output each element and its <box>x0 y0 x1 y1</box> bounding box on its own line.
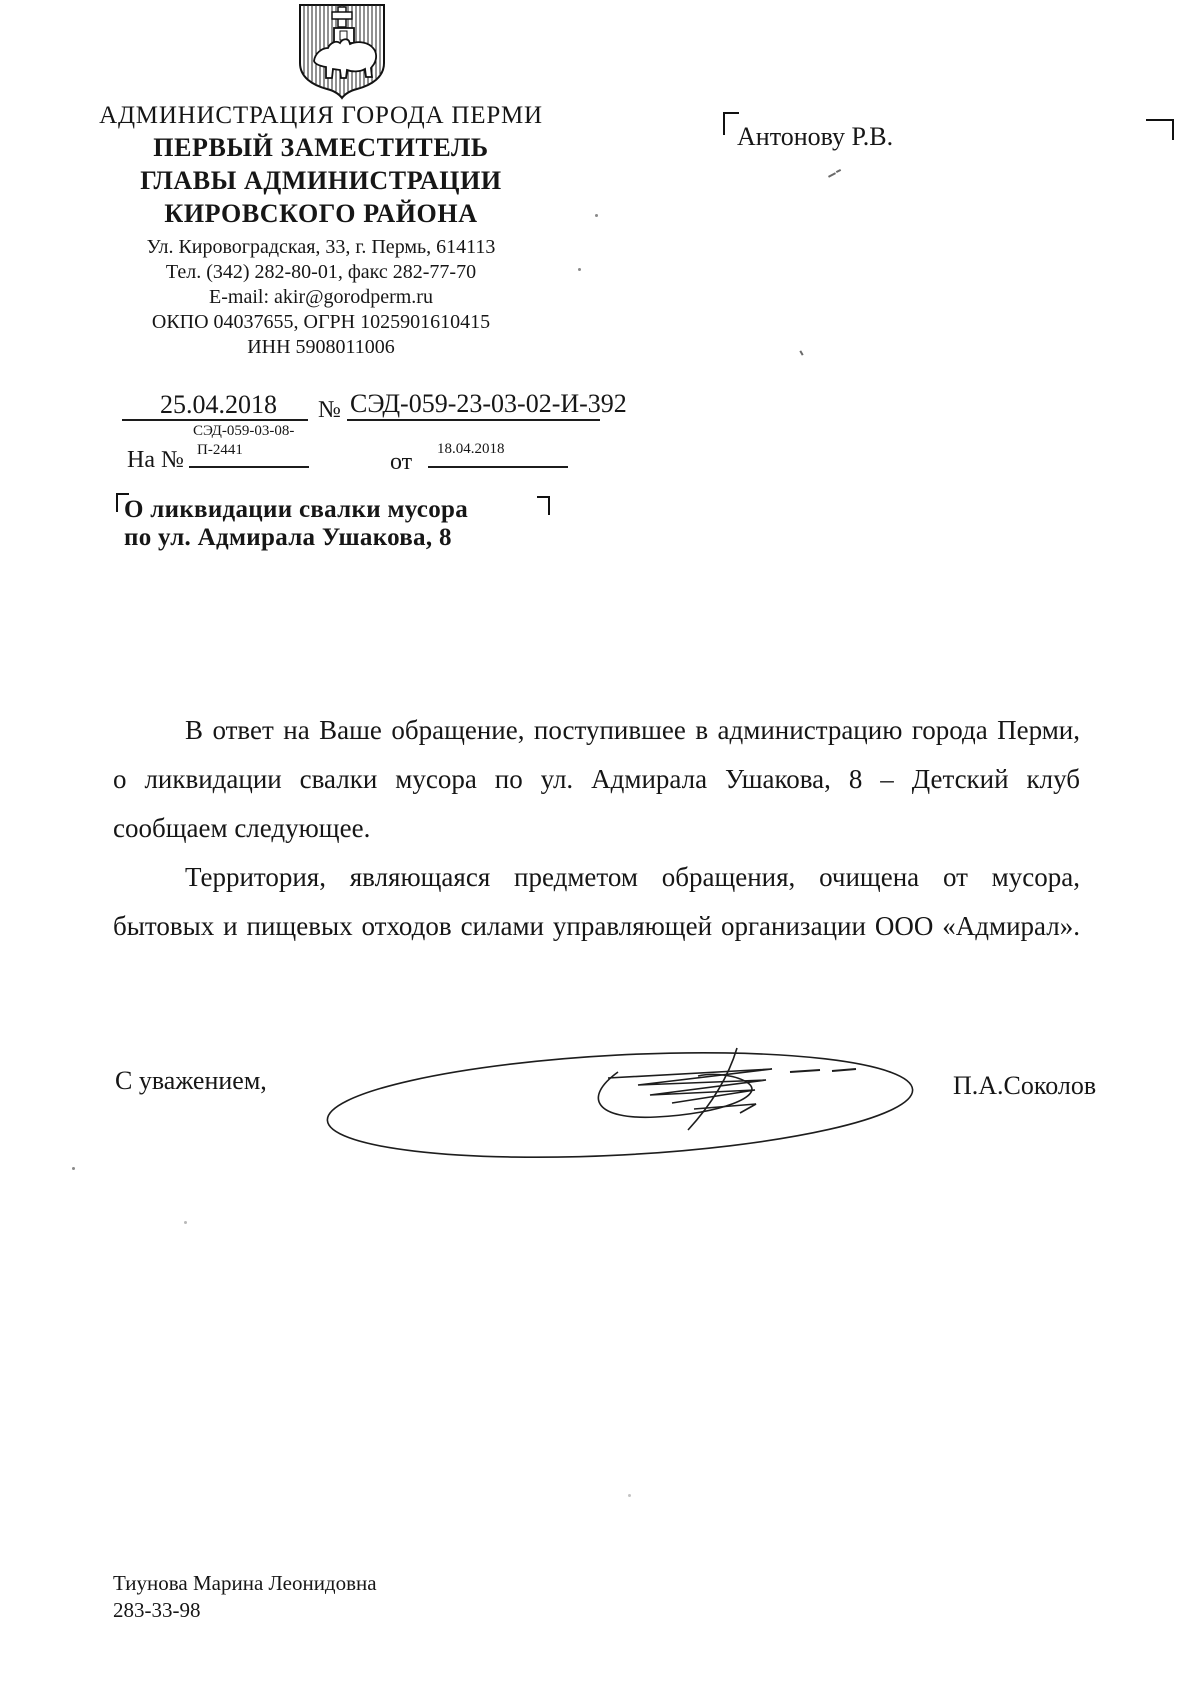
incoming-date: 18.04.2018 <box>437 441 505 457</box>
executor-block <box>113 1570 377 1624</box>
letterhead <box>75 101 567 360</box>
executor-name: Тиунова Марина Леонидовна <box>113 1571 377 1595</box>
incoming-number-underline <box>189 466 309 468</box>
scan-noise <box>578 268 581 271</box>
sender-title-line1: ПЕРВЫЙ ЗАМЕСТИТЕЛЬ <box>153 133 489 162</box>
letter-date: 25.04.2018 <box>160 390 277 419</box>
in-reply-label: На № <box>127 447 184 473</box>
body-line: бытовых и пищевых отходов силами управляющей организации ООО «Адмирал». <box>113 911 1080 941</box>
phone-fax: Тел. (342) 282-80-01, факс 282-77-70 <box>165 261 477 283</box>
body-line: В ответ на Ваше обращение, поступившее в администрацию города Перми, <box>185 715 1080 745</box>
contact-block <box>75 235 567 360</box>
executor-phone: 283-33-98 <box>113 1598 201 1622</box>
from-label: от <box>390 449 413 475</box>
outgoing-number: СЭД-059-23-03-02-И-392 <box>350 389 627 418</box>
incoming-number-part1: СЭД-059-03-08- <box>193 423 295 439</box>
email: E-mail: akir@gorodperm.ru <box>209 286 433 308</box>
closing-phrase: С уважением, <box>115 1066 267 1095</box>
signature-scribble <box>598 1048 856 1130</box>
signer-name: П.А.Соколов <box>953 1071 1097 1100</box>
scan-noise <box>184 1221 187 1224</box>
handwritten-signature <box>300 1020 950 1195</box>
organization-name: АДМИНИСТРАЦИЯ ГОРОДА ПЕРМИ <box>99 102 543 129</box>
perm-coat-of-arms-icon <box>295 2 389 100</box>
outgoing-number-underline <box>347 419 600 421</box>
scan-noise <box>799 350 803 355</box>
scan-noise <box>836 169 841 173</box>
number-sign: № <box>318 397 341 423</box>
okpo-ogrn-codes: ОКПО 04037655, ОГРН 1025901610415 <box>151 311 491 333</box>
scan-noise <box>72 1167 75 1170</box>
incoming-date-underline <box>428 466 568 468</box>
signature-ellipse <box>325 1040 915 1171</box>
addressee-name: Антонову Р.В. <box>737 122 894 151</box>
subject-line2: по ул. Адмирала Ушакова, 8 <box>124 524 452 551</box>
body-line: о ликвидации свалки мусора по ул. Адмирала Ушакова, 8 – Детский клуб <box>113 764 1080 794</box>
sender-title-line2: ГЛАВЫ АДМИНИСТРАЦИИ <box>140 166 502 195</box>
subject-right-corner-mark <box>537 496 550 515</box>
sender-title-line3: КИРОВСКОГО РАЙОНА <box>164 199 478 228</box>
date-underline <box>122 419 308 421</box>
subject-block <box>124 496 468 552</box>
postal-address: Ул. Кировоградская, 33, г. Пермь, 614113 <box>146 236 496 258</box>
body-line: Территория, являющаяся предметом обращения, очищена от мусора, <box>185 862 1080 892</box>
page-top-right-corner-mark <box>1146 119 1174 140</box>
inn-code: ИНН 5908011006 <box>247 336 395 358</box>
letter-body <box>113 706 1080 951</box>
scan-noise <box>628 1494 631 1497</box>
subject-line1: О ликвидации свалки мусора <box>124 496 469 523</box>
scan-noise <box>595 214 598 217</box>
body-line: сообщаем следующее. <box>113 813 371 843</box>
incoming-number-part2: П-2441 <box>197 442 243 458</box>
scan-noise <box>828 172 836 178</box>
